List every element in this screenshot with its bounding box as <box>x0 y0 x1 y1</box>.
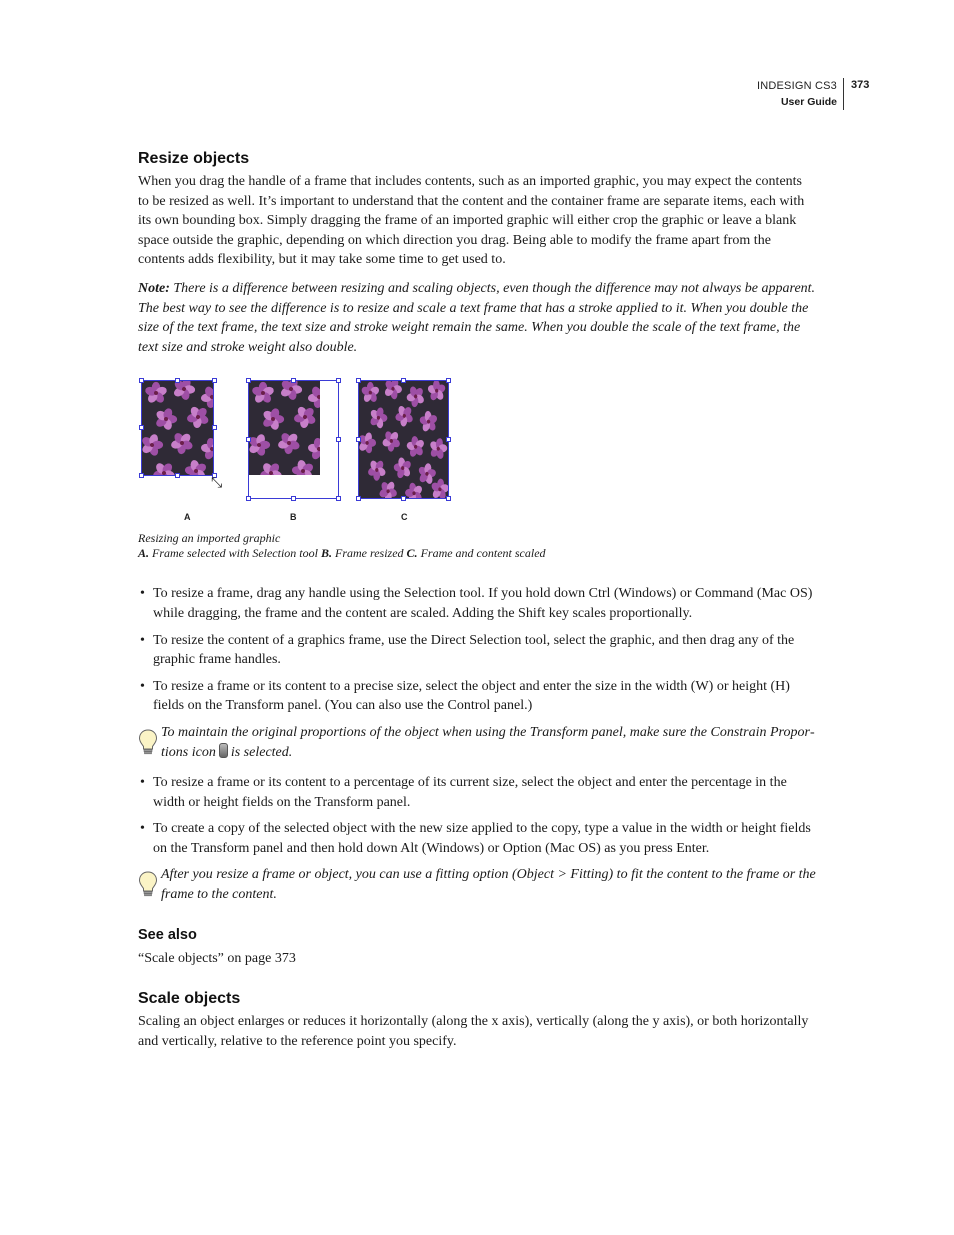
handle-b-tl[interactable] <box>246 378 251 383</box>
handle-c-tl[interactable] <box>356 378 361 383</box>
figure-letter-a: A <box>184 512 191 523</box>
tip-2-text: After you resize a frame or object, you can use a fitting option (Object > Fitting) to fit the content to the frame or the frame to the content. <box>161 867 816 903</box>
tip-fitting <box>138 865 816 904</box>
caption-legend <box>138 546 816 561</box>
handle-a-mr[interactable] <box>212 425 217 430</box>
resize-cursor-icon: ⤡ <box>211 475 223 492</box>
bullet-text: To resize a frame or its content to a percentage of its current size, select the object and enter the percentage in the width or height fields on the Transform panel. <box>153 775 787 810</box>
note-text: There is a difference between resizing and scaling objects, even though the difference may not always be apparent. The best way to see the difference is to resize and scale a text frame that has a stroke applied to it. When you double the size of the text frame, the text size and stroke weight remain the same. When you double the scale of the text frame, the text size and stroke weight also double. <box>138 280 816 355</box>
handle-a-bl[interactable] <box>139 473 144 478</box>
handle-c-tm[interactable] <box>401 378 406 383</box>
handle-c-br[interactable] <box>446 496 451 501</box>
caption-title: Resizing an imported graphic <box>138 531 281 546</box>
lightbulb-icon <box>138 729 158 755</box>
resize-bullet-list <box>138 584 816 716</box>
resize-objects-heading: Resize objects <box>138 150 250 167</box>
figure-caption <box>138 531 816 560</box>
note-paragraph <box>138 279 816 357</box>
see-also-link[interactable]: “Scale objects” on page 373 <box>138 950 296 966</box>
guide-name: User Guide <box>780 96 837 108</box>
caption-c-label: C. <box>406 545 418 560</box>
frame-b-bounding-box[interactable] <box>248 380 339 499</box>
frame-a-bounding-box[interactable] <box>141 380 214 476</box>
handle-c-bm[interactable] <box>401 496 406 501</box>
handle-c-bl[interactable] <box>356 496 361 501</box>
bullet-text: To resize a frame, drag any handle using the Selection tool. If you hold down Ctrl (Windows) or Command (Mac OS) while dragging, the frame and the content are scaled. Adding the Shift key scales proportionally. <box>153 586 813 621</box>
see-also-section <box>138 927 816 969</box>
bullet-text: To resize a frame or its content to a precise size, select the object and enter the size in the width (W) or height (H) fields on the Transform panel. (You can also use the Control panel.) <box>153 678 790 714</box>
handle-b-tr[interactable] <box>336 378 341 383</box>
bullet-icon: • <box>140 586 145 602</box>
bullet-icon: • <box>140 632 145 648</box>
tip-1-text-after: is selected. <box>230 744 293 760</box>
handle-a-tr[interactable] <box>212 378 217 383</box>
handle-a-tl[interactable] <box>139 378 144 383</box>
bullet-icon: • <box>140 821 145 837</box>
lightbulb-icon <box>138 871 158 897</box>
bullet-icon: • <box>140 775 145 791</box>
bullet-icon: • <box>140 678 145 694</box>
scale-objects-section <box>138 990 816 1051</box>
bullet-text: To resize the content of a graphics frame, use the Direct Selection tool, select the graphic, and then drag any of the graphic frame handles. <box>153 632 795 668</box>
handle-b-bl[interactable] <box>246 496 251 501</box>
list-item <box>138 819 816 858</box>
caption-a: Frame selected with Selection tool <box>149 545 321 560</box>
resize-objects-body: When you drag the handle of a frame that includes contents, such as an imported graphic, you may expect the contents to be resized as well. It’s important to understand that the content and the container frame are separate items, each with its own bounding box. Simply dragging the frame of an imported graphic will either crop the graphic or leave a blank space outside the graphic, depending on which direction you drag. Being able to modify the frame apart from the contents adds flexibility, but it may take some time to get used to. <box>138 174 805 268</box>
figure-letter-c: C <box>401 512 408 523</box>
resize-bullet-list-2 <box>138 773 816 858</box>
handle-b-ml[interactable] <box>246 437 251 442</box>
handle-a-bm[interactable] <box>175 473 180 478</box>
scale-objects-body: Scaling an object enlarges or reduces it horizontally (along the x axis), vertically (along the y axis), or both horizontally and vertically, relative to the reference point you specify. <box>138 1014 809 1049</box>
frame-c-bounding-box[interactable] <box>358 380 449 499</box>
handle-a-ml[interactable] <box>139 425 144 430</box>
handle-a-tm[interactable] <box>175 378 180 383</box>
caption-c: Frame and content scaled <box>417 545 546 560</box>
caption-b-label: B. <box>320 545 332 560</box>
caption-a-label: A. <box>138 545 150 560</box>
constrain-proportions-icon <box>219 743 228 758</box>
list-item <box>138 584 816 623</box>
page-number: 373 <box>851 79 870 91</box>
handle-c-ml[interactable] <box>356 437 361 442</box>
list-item <box>138 773 816 812</box>
handle-c-mr[interactable] <box>446 437 451 442</box>
handle-c-tr[interactable] <box>446 378 451 383</box>
note-label: Note: <box>138 280 170 296</box>
handle-b-br[interactable] <box>336 496 341 501</box>
see-also-heading: See also <box>138 926 197 943</box>
resize-figure <box>138 377 816 525</box>
product-name: INDESIGN CS3 <box>756 80 837 92</box>
page-content <box>138 150 816 1051</box>
figure-letter-b: B <box>290 512 297 523</box>
scale-objects-heading: Scale objects <box>138 990 241 1008</box>
handle-b-tm[interactable] <box>291 378 296 383</box>
handle-b-bm[interactable] <box>291 496 296 501</box>
list-item <box>138 677 816 716</box>
list-item <box>138 631 816 670</box>
running-header <box>757 78 844 110</box>
bullet-text: To create a copy of the selected object with the new size applied to the copy, type a value in the width or height fields on the Transform panel and then hold down Alt (Windows) or Option (Mac OS) as you press Enter. <box>153 821 811 856</box>
tip-1-text-before: To maintain the original proportions of the object when using the Transform panel, make sure the Constrain Proportions icon <box>161 724 815 760</box>
caption-b: Frame resized <box>332 545 407 560</box>
handle-b-mr[interactable] <box>336 437 341 442</box>
tip-constrain-proportions <box>138 723 816 762</box>
